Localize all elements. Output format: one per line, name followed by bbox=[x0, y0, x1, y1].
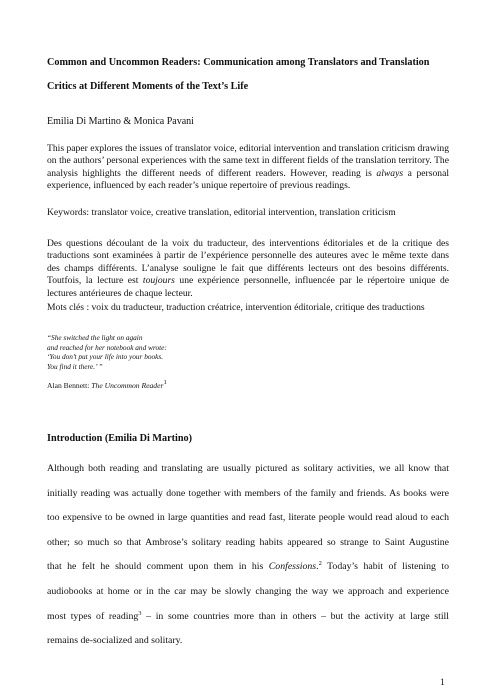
epigraph-line: ‘You don’t put your life into your books. bbox=[47, 352, 164, 361]
body-line: that he felt he should comment upon them in his Confessions.$^2$ Today’s habit of listening to bbox=[47, 560, 449, 573]
author-names: Emilia Di Martino & Monica Pavani bbox=[47, 116, 194, 127]
abstract-french bbox=[47, 238, 449, 300]
body-line: other; so much so that Ambrose’s solitary reading habits appeared so strange to Saint Augustine bbox=[47, 536, 449, 548]
book-title: Confessions bbox=[268, 561, 317, 573]
attribution-author: Alan Bennett: bbox=[47, 381, 92, 390]
body-line: most types of reading$^3$ – in some countries more than in others – but the activity at large still bbox=[47, 609, 449, 622]
epigraph-line: “She switched the light on again bbox=[47, 333, 143, 342]
paper-title-line-1: Common and Uncommon Readers: Communication among Translators and Translation bbox=[47, 57, 430, 68]
body-line: audiobooks at home or in the car may be slowly changing the way we approach and experience bbox=[47, 585, 449, 597]
footnote-marker: 2 bbox=[318, 560, 322, 568]
footnote-marker: 1 bbox=[163, 379, 167, 386]
body-line: remains de-socialized and solitary. bbox=[47, 635, 183, 647]
abstract-english-text-end: a personal experience, influenced by each reader’s unique repertoire of previous readings. bbox=[47, 167, 449, 192]
abstract-english-text: This paper explores the issues of translator voice, editorial intervention and translation criticism drawing on the authors’ personal experiences with the same text in different fields of the translation territory. The analysis highlights the different needs of different readers. However, reading is bbox=[47, 143, 449, 179]
keywords-french: Mots clés : voix du traducteur, traduction créatrice, intervention éditoriale, critique des traductions bbox=[47, 302, 425, 313]
abstract-english-emphasis: always bbox=[376, 167, 404, 179]
epigraph-line: You find it there.’ ” bbox=[47, 361, 103, 371]
body-line: too expensive to be owned in large quantities and read fast, literate people would read aloud to each bbox=[47, 512, 449, 524]
body-line: initially reading was actually done together with members of the family and friends. As books were bbox=[47, 487, 449, 499]
epigraph-attribution bbox=[47, 381, 167, 390]
body-line: Although both reading and translating are usually pictured as solitary activities, we all know that bbox=[47, 463, 449, 474]
body-text bbox=[47, 457, 449, 654]
keywords-english: Keywords: translator voice, creative translation, editorial intervention, translation criticism bbox=[47, 207, 396, 218]
epigraph-line: and reached for her notebook and wrote: bbox=[47, 342, 167, 352]
paper-title-line-2: Critics at Different Moments of the Text’s Life bbox=[47, 81, 249, 92]
footnote-marker: 3 bbox=[138, 609, 142, 617]
abstract-english bbox=[47, 143, 449, 193]
attribution-title: The Uncommon Reader bbox=[91, 381, 164, 390]
page-number: 1 bbox=[440, 678, 445, 688]
abstract-french-text-end: une expérience personnelle, influencée par le répertoire unique de lectures antérieures de chaque lecteur. bbox=[47, 275, 450, 299]
abstract-french-emphasis: toujours bbox=[142, 275, 175, 287]
abstract-french-text: Des questions découlant de la voix du traducteur, des interventions éditoriales et de la critique des traductions sont examinées à partir de l’expérience personnelle des auteures avec le même texte dans des champs différents. L’analyse souligne le fait que différents lecteurs ont des besoins différents. Toutfois, la lecture est bbox=[47, 238, 449, 287]
epigraph bbox=[47, 333, 347, 371]
section-heading: Introduction (Emilia Di Martino) bbox=[47, 433, 192, 444]
